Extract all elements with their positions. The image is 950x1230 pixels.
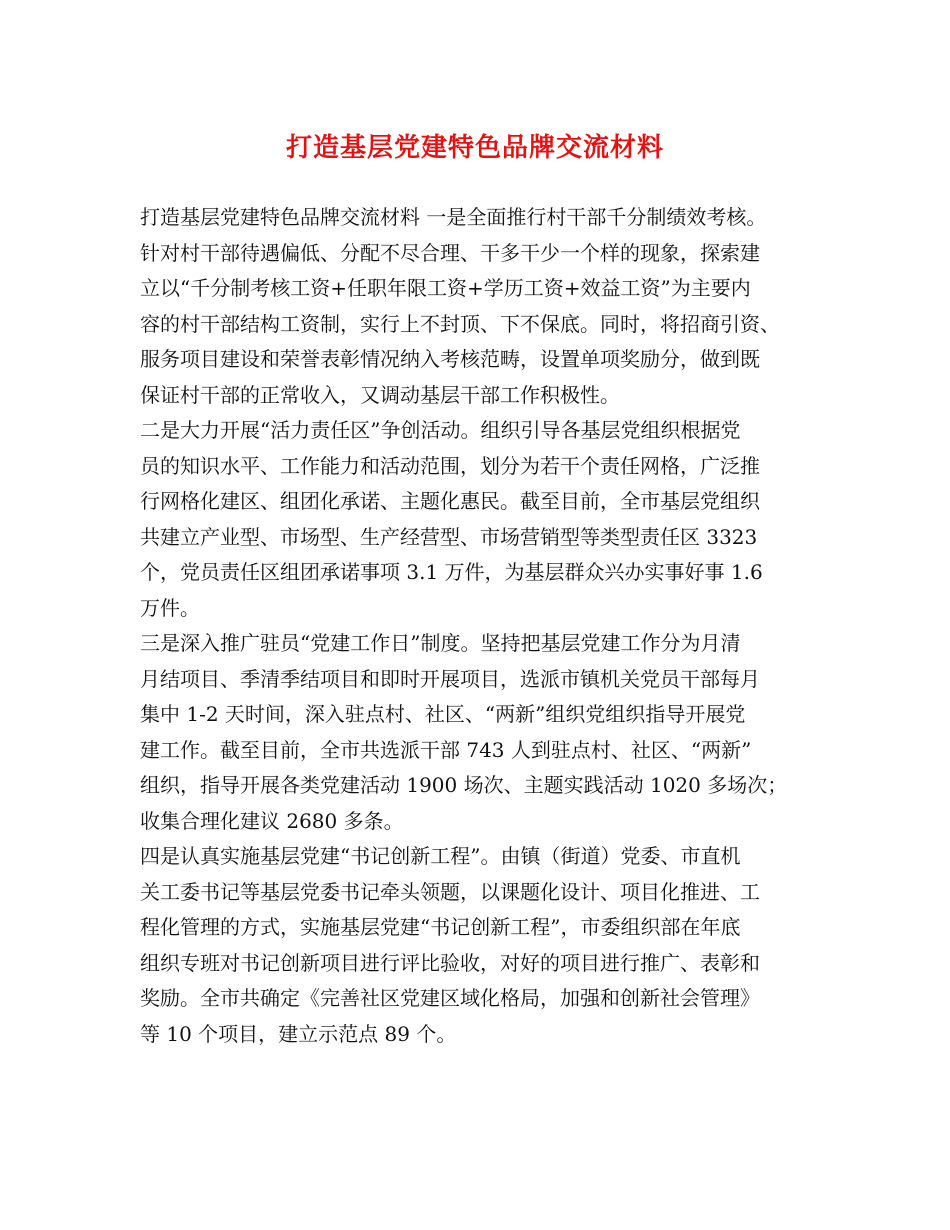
text-line: 组织专班对书记创新项目进行评比验收，对好的项目进行推广、表彰和 xyxy=(140,950,760,975)
text-line: 容的村干部结构工资制，实行上不封顶、下不保底。同时，将招商引资、 xyxy=(140,311,780,336)
text-line: 等 10 个项目，建立示范点 89 个。 xyxy=(140,1021,457,1046)
text-line: 二是大力开展“活力责任区”争创活动。组织引导各基层党组织根据党 xyxy=(140,418,741,442)
text-line: 个，党员责任区组团承诺事项 3.1 万件，为基层群众兴办实事好事 1.6 xyxy=(140,560,763,584)
text-line: 打造基层党建特色品牌交流材料 一是全面推行村干部千分制绩效考核。 xyxy=(140,205,767,229)
text-line: 行网格化建区、组团化承诺、主题化惠民。截至目前，全市基层党组织 xyxy=(140,489,760,513)
text-line: 员的知识水平、工作能力和活动范围，划分为若干个责任网格，广泛推 xyxy=(140,453,760,478)
document-body xyxy=(140,200,830,1052)
text-line: 万件。 xyxy=(140,595,200,620)
text-line: 针对村干部待遇偏低、分配不尽合理、干多干少一个样的现象，探索建 xyxy=(140,240,760,265)
text-line: 四是认真实施基层党建“书记创新工程”。由镇（街道）党委、市直机 xyxy=(140,844,741,868)
text-line: 关工委书记等基层党委书记牵头领题，以课题化设计、项目化推进、工 xyxy=(140,879,760,904)
text-line: 建工作。截至目前，全市共选派干部 743 人到驻点村、社区、“两新” xyxy=(140,737,752,762)
text-line: 集中 1-2 天时间，深入驻点村、社区、“两新”组织党组织指导开展党 xyxy=(140,702,746,726)
text-line: 服务项目建设和荣誉表彰情况纳入考核范畴，设置单项奖励分，做到既 xyxy=(140,347,760,371)
text-line: 程化管理的方式，实施基层党建“书记创新工程”，市委组织部在年底 xyxy=(140,915,741,939)
text-line: 收集合理化建议 2680 多条。 xyxy=(140,808,404,833)
text-line: 组织，指导开展各类党建活动 1900 场次、主题实践活动 1020 多场次； xyxy=(140,773,788,797)
text-line: 保证村干部的正常收入，又调动基层干部工作积极性。 xyxy=(140,382,620,407)
text-line: 三是深入推广驻员“党建工作日”制度。坚持把基层党建工作分为月清 xyxy=(140,631,741,655)
text-line: 月结项目、季清季结项目和即时开展项目，选派市镇机关党员干部每月 xyxy=(140,666,760,691)
text-line: 立以“千分制考核工资+任职年限工资+学历工资+效益工资”为主要内 xyxy=(140,276,751,300)
text-line: 奖励。全市共确定《完善社区党建区域化格局，加强和创新社会管理》 xyxy=(140,986,760,1010)
text-line: 共建立产业型、市场型、生产经营型、市场营销型等类型责任区 3323 xyxy=(140,524,758,549)
document-title: 打造基层党建特色品牌交流材料 xyxy=(285,133,664,163)
